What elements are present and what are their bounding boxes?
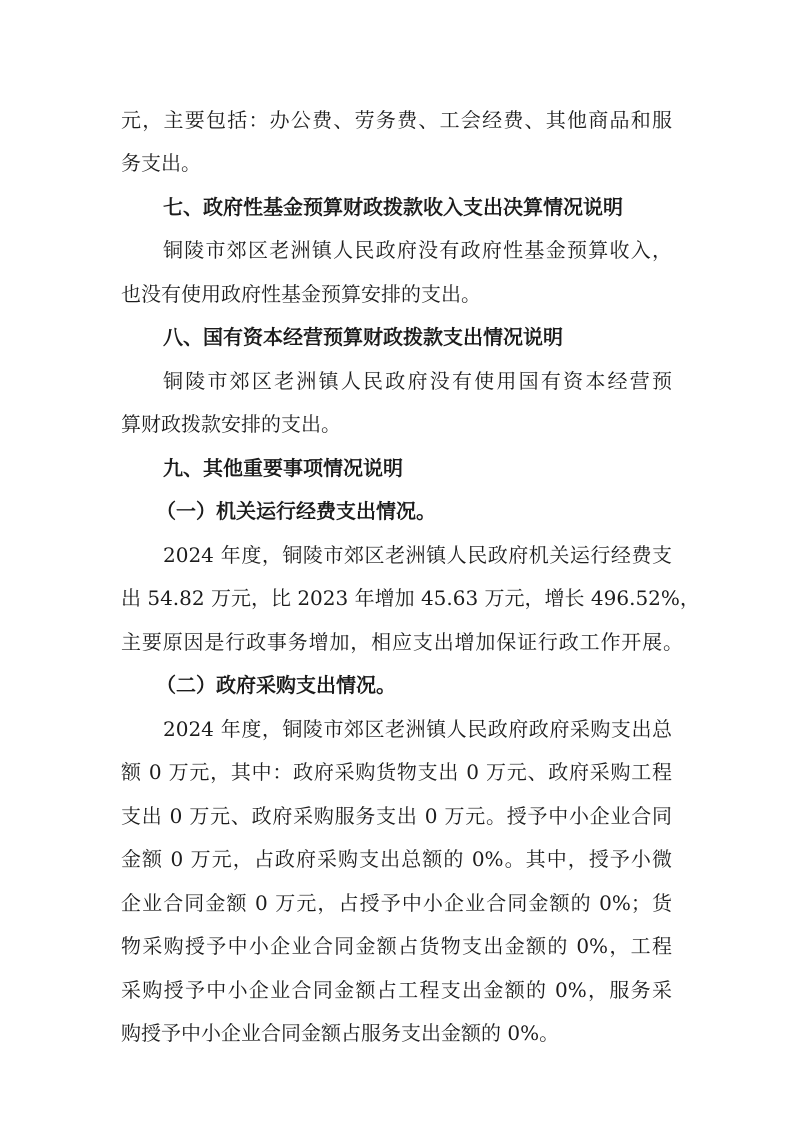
- body-line: 主要原因是行政事务增加，相应支出增加保证行政工作开展。: [121, 630, 683, 654]
- body-line: 物采购授予中小企业合同金额占货物支出金额的 0%，工程: [121, 934, 672, 958]
- subsection-heading-1: （一）机关运行经费支出情况。: [156, 499, 436, 523]
- body-line: 元，主要包括：办公费、劳务费、工会经费、其他商品和服: [121, 108, 672, 132]
- body-line: 企业合同金额 0 万元，占授予中小企业合同金额的 0%；货: [121, 891, 672, 915]
- section-heading-8: 八、国有资本经营预算财政拨款支出情况说明: [163, 325, 563, 349]
- body-line: 采购授予中小企业合同金额占工程支出金额的 0%，服务采: [121, 978, 672, 1002]
- body-line: 支出 0 万元、政府采购服务支出 0 万元。授予中小企业合同: [121, 804, 672, 828]
- body-line: 2024 年度，铜陵市郊区老洲镇人民政府政府采购支出总: [163, 717, 672, 741]
- body-line: 购授予中小企业合同金额占服务支出金额的 0%。: [121, 1021, 560, 1045]
- body-line: 金额 0 万元，占政府采购支出总额的 0%。其中，授予小微: [121, 847, 672, 871]
- body-line: 务支出。: [121, 151, 201, 175]
- body-line: 出 54.82 万元，比 2023 年增加 45.63 万元，增长 496.52%，: [121, 586, 700, 610]
- body-line: 铜陵市郊区老洲镇人民政府没有使用国有资本经营预: [163, 369, 672, 393]
- body-line: 额 0 万元，其中：政府采购货物支出 0 万元、政府采购工程: [121, 760, 672, 784]
- body-line: 2024 年度，铜陵市郊区老洲镇人民政府机关运行经费支: [163, 543, 672, 567]
- body-line: 也没有使用政府性基金预算安排的支出。: [121, 282, 481, 306]
- section-heading-9: 九、其他重要事项情况说明: [163, 456, 403, 480]
- section-heading-7: 七、政府性基金预算财政拨款收入支出决算情况说明: [163, 195, 623, 219]
- body-line: 算财政拨款安排的支出。: [121, 412, 341, 436]
- body-line: 铜陵市郊区老洲镇人民政府没有政府性基金预算收入，: [163, 238, 672, 262]
- subsection-heading-2: （二）政府采购支出情况。: [156, 673, 396, 697]
